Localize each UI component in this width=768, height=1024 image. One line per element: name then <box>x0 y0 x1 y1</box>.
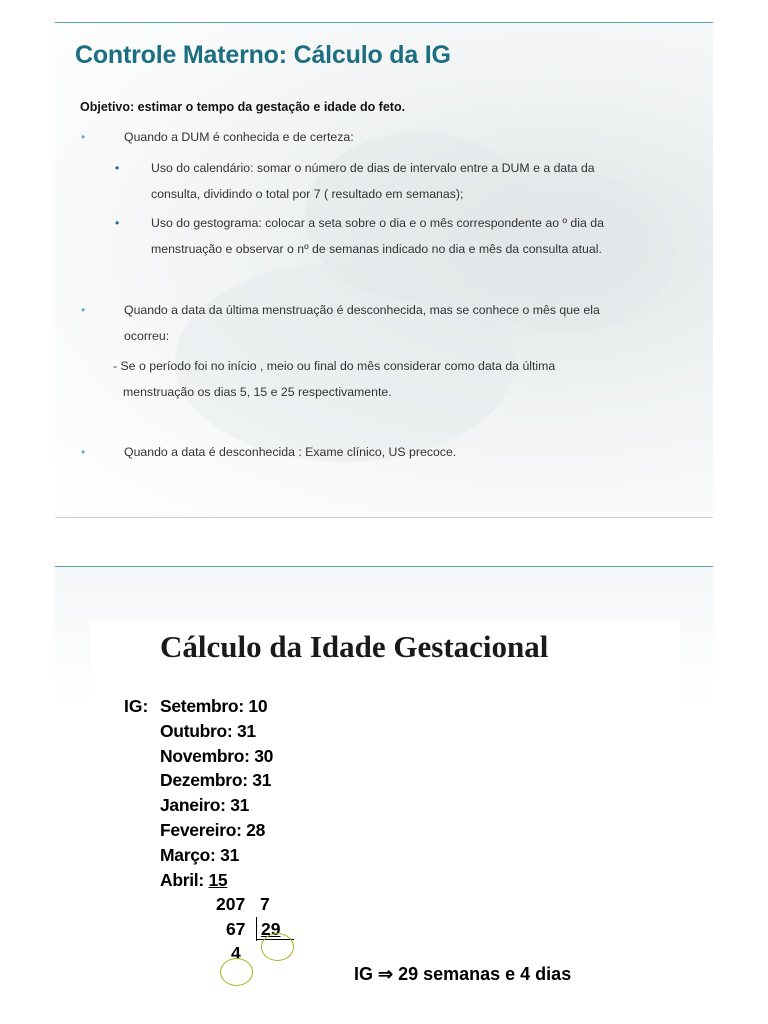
bullet-icon: • <box>81 303 86 317</box>
sub-bullet-gestogram-line1: Uso do gestograma: colocar a seta sobre o dia e o mês correspondente ao º dia da <box>151 216 604 230</box>
month-row-novembro: Novembro: 30 <box>160 746 274 766</box>
objective-text: Objetivo: estimar o tempo da gestação e idade do feto. <box>80 100 406 114</box>
bullet-icon: • <box>115 216 120 230</box>
month-value-abril: 15 <box>208 870 228 890</box>
remainder-highlight-circle <box>220 958 253 986</box>
division-remainder: 4 <box>231 943 241 963</box>
slide-top-line <box>55 22 713 23</box>
sub-bullet-calendar-line2: consulta, dividindo o total por 7 ( resultado em semanas); <box>151 187 464 201</box>
month-row-outubro: Outubro: 31 <box>160 721 256 741</box>
division-quotient: 29 <box>261 919 281 939</box>
bullet-date-unknown: Quando a data é desconhecida : Exame clínico, US precoce. <box>124 445 457 459</box>
bullet-dum-unknown-line1: Quando a data da última menstruação é desconhecida, mas se conhece o mês que ela <box>124 303 600 317</box>
division-divisor: 7 <box>260 894 270 914</box>
slide-title: Controle Materno: Cálculo da IG <box>75 41 451 69</box>
bullet-dum-unknown-line2: ocorreu: <box>124 329 170 343</box>
month-row-dezembro: Dezembro: 31 <box>160 770 272 790</box>
ig-label: IG: <box>124 696 149 716</box>
slide-2 <box>55 566 713 1024</box>
month-row-setembro: Setembro: 10 <box>160 696 268 716</box>
month-row-abril <box>160 870 227 891</box>
division-bracket-vertical <box>256 917 257 941</box>
division-partial: 67 <box>226 919 246 939</box>
slide-bottom-line <box>55 517 713 518</box>
month-row-janeiro: Janeiro: 31 <box>160 795 250 815</box>
month-row-marco: Março: 31 <box>160 845 239 865</box>
dash-item-line2: menstruação os dias 5, 15 e 25 respectivamente. <box>123 385 392 399</box>
bullet-icon: • <box>81 130 86 144</box>
dash-item-line1: - Se o período foi no início , meio ou final do mês considerar como data da última <box>113 359 556 373</box>
bullet-dum-known: Quando a DUM é conhecida e de certeza: <box>124 130 354 144</box>
result-text: IG ⇒ 29 semanas e 4 dias <box>354 964 572 984</box>
month-label-abril: Abril: <box>160 870 209 890</box>
division-dividend: 207 <box>216 894 246 914</box>
bullet-icon: • <box>81 445 86 459</box>
bullet-icon: • <box>115 161 120 175</box>
slide-2-content <box>90 621 680 1024</box>
sub-bullet-calendar-line1: Uso do calendário: somar o número de dias de intervalo entre a DUM e a data da <box>151 161 595 175</box>
quotient-highlight-circle <box>261 933 294 961</box>
sub-bullet-gestogram-line2: menstruação e observar o nº de semanas indicado no dia e mês da consulta atual. <box>151 242 602 256</box>
slide-1 <box>55 22 713 518</box>
slide-title: Cálculo da Idade Gestacional <box>160 629 549 664</box>
slide-top-line <box>55 566 713 567</box>
month-row-fevereiro: Fevereiro: 28 <box>160 820 266 840</box>
